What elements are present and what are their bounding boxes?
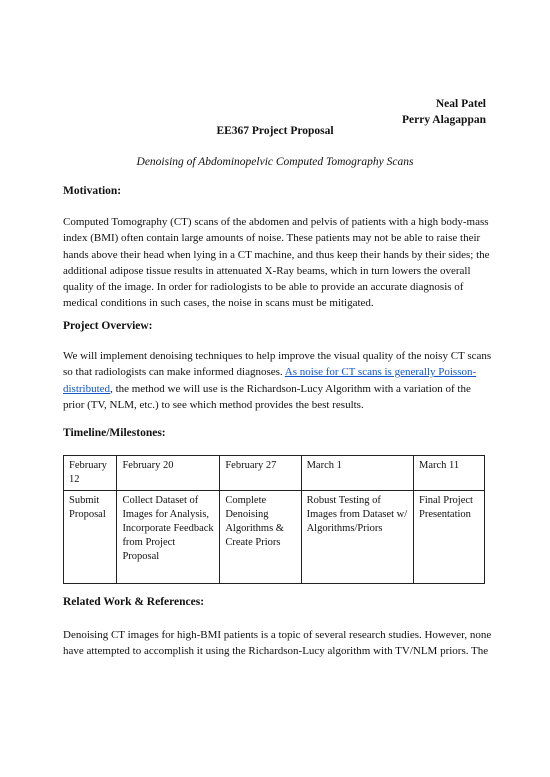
overview-text: We will implement denoising techniques to help improve the visual quality of the noisy CT scans so that radiologists can make informed diagnoses.	[63, 350, 492, 379]
author-name: Neal Patel	[435, 98, 486, 110]
author-name: Perry Alagappan	[401, 114, 486, 126]
related-paragraph: Denoising CT images for high-BMI patients is a topic of several research studies. However, none have attempted to accomplish it using the Richardson-Lucy algorithm with TV/NLM priors. The	[63, 629, 492, 658]
overview-text: , the method we will use is the Richardson-Lucy Algorithm with a variation of the prior (TV, NLM, etc.) to see which method provides the best results.	[63, 382, 471, 411]
task-cell: Robust Testing of Images from Dataset w/ Algorithms/Priors	[301, 491, 413, 584]
author-block	[402, 96, 486, 128]
task-cell: Final Project Presentation	[414, 491, 485, 584]
table-row	[64, 456, 485, 491]
date-cell: February 12	[64, 456, 117, 491]
timeline-table	[63, 455, 485, 584]
timeline-heading: Timeline/Milestones:	[63, 427, 166, 439]
document-subtitle: Denoising of Abdominopelvic Computed Tomography Scans	[136, 156, 414, 168]
task-cell: Collect Dataset of Images for Analysis, Incorporate Feedback from Project Proposal	[117, 491, 220, 584]
overview-paragraph	[63, 348, 493, 413]
table-row	[64, 491, 485, 584]
related-heading: Related Work & References:	[63, 596, 205, 608]
date-cell: February 27	[220, 456, 301, 491]
date-cell: March 11	[414, 456, 485, 491]
poisson-link[interactable]: As noise for CT scans is generally Poisson-distributed	[63, 366, 477, 395]
date-cell: March 1	[301, 456, 413, 491]
date-cell: February 20	[117, 456, 220, 491]
motivation-paragraph: Computed Tomography (CT) scans of the abdomen and pelvis of patients with a high body-mass index (BMI) often contain large amounts of noise. These patients may not be able to raise their hands above their head when lying in a CT machine, and thus keep their hands by their sides; the additional adipose tissue results in attenuated X-Ray beams, which in turn lowers the overall quality of the image. In order for radiologists to be able to provide an accurate diagnosis of medical conditions in such cases, the noise in scans must be mitigated.	[63, 216, 490, 310]
document-title: EE367 Project Proposal	[216, 125, 334, 137]
task-cell: Complete Denoising Algorithms & Create Priors	[220, 491, 301, 584]
motivation-heading: Motivation:	[63, 185, 122, 197]
overview-heading: Project Overview:	[63, 320, 153, 332]
task-cell: Submit Proposal	[64, 491, 117, 584]
